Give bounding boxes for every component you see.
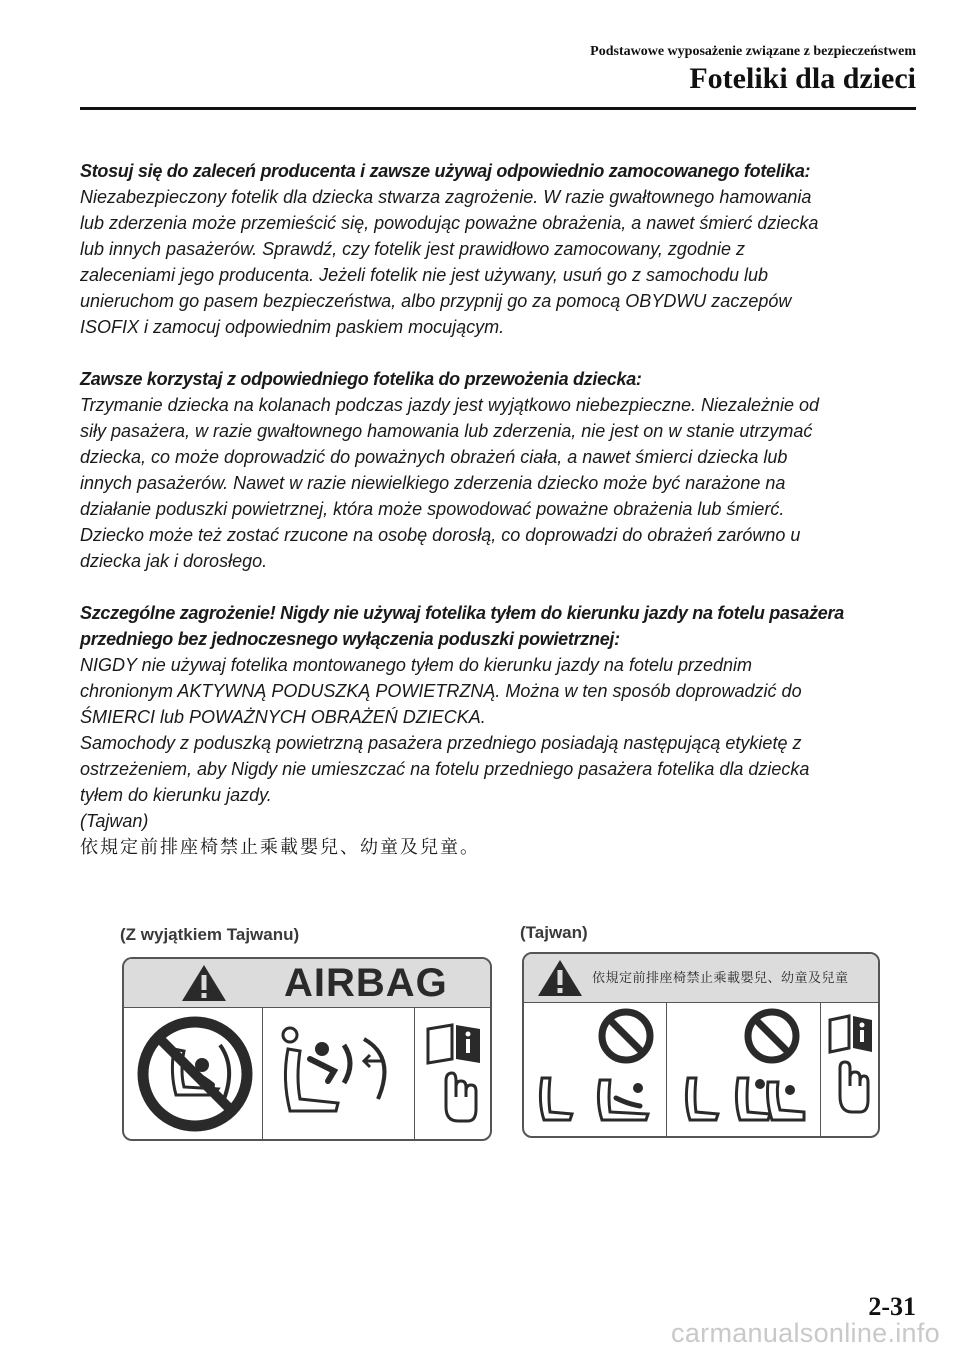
page-title: Foteliki dla dzieci (689, 62, 916, 95)
airbag-deployment-icon (274, 1019, 404, 1129)
section-1 (80, 158, 920, 340)
airbag-word: AIRBAG (284, 961, 448, 1005)
header-rule (80, 107, 916, 110)
warning-triangle-icon (536, 958, 584, 998)
section-1-line: lub zderzenia może przemieścić się, powodując poważne obrażenia, a nawet śmierć dziecka (80, 213, 819, 233)
no-rear-facing-seat-icon (530, 1008, 664, 1132)
watermark: carmanualsonline.info (671, 1318, 940, 1348)
section-2-line: innych pasażerów. Nawet w razie niewielkiego zderzenia dziecko może być narażone na (80, 473, 786, 493)
section-2-line: siły pasażera, w razie gwałtownego hamowania lub zderzenia, nie jest on w stanie utrzymać (80, 421, 813, 441)
section-3-taiwan-text: 依規定前排座椅禁止乘載嬰兒、幼童及兒童。 (80, 837, 480, 857)
section-3-line: tyłem do kierunku jazdy. (80, 785, 272, 805)
taiwan-warning-label (522, 952, 880, 1138)
section-1-heading: Stosuj się do zaleceń producenta i zawsze używaj odpowiednio zamocowanego fotelika: (80, 161, 811, 181)
section-2-line: dziecka, co może doprowadzić do poważnych obrażeń ciała, a nawet śmierci dziecka lub (80, 447, 788, 467)
section-3-heading: przedniego bez jednoczesnego wyłączenia poduszki powietrznej: (80, 629, 620, 649)
label-divider (262, 1007, 263, 1139)
airbag-label-header (124, 959, 490, 1008)
label-divider (414, 1007, 415, 1139)
section-1-line: ISOFIX i zamocuj odpowiednim paskiem mocującym. (80, 317, 505, 337)
section-2 (80, 366, 920, 574)
page-number: 2-31 (868, 1292, 916, 1321)
section-3-line: Samochody z poduszką powietrzną pasażera przedniego posiadają następującą etykietę z (80, 733, 802, 753)
taiwan-label-header (524, 954, 878, 1003)
section-2-line: działanie poduszki powietrznej, która może spowodować poważne obrażenia lub śmierć. (80, 499, 785, 519)
body-text (80, 158, 920, 886)
figure-caption-right: (Tajwan) (520, 923, 588, 942)
section-1-line: unieruchom go pasem bezpieczeństwa, albo przypnij go za pomocą OBYDWU zaczepów (80, 291, 792, 311)
no-child-in-front-seat-icon (676, 1008, 816, 1132)
section-2-heading: Zawsze korzystaj z odpowiedniego fotelika do przewożenia dziecka: (80, 369, 642, 389)
manual-book-icon (828, 1012, 874, 1124)
section-2-line: Dziecko może też zostać rzucone na osobę dorosłą, co doprowadzi do obrażeń zarówno u (80, 525, 801, 545)
section-3-line: (Tajwan) (80, 811, 149, 831)
section-1-line: lub innych pasażerów. Sprawdź, czy fotelik jest prawidłowo zamocowany, zgodnie z (80, 239, 745, 259)
manual-book-icon (424, 1021, 484, 1129)
section-2-line: dziecka jak i dorosłego. (80, 551, 268, 571)
figure-caption-left: (Z wyjątkiem Tajwanu) (120, 925, 300, 944)
warning-triangle-icon (180, 963, 228, 1003)
section-3-line: chronionym AKTYWNĄ PODUSZKĄ POWIETRZNĄ. Można w ten sposób doprowadzić do (80, 681, 802, 701)
section-1-line: zaleceniami jego producenta. Jeżeli fotelik nie jest używany, usuń go z samochodu lub (80, 265, 769, 285)
taiwan-label-text: 依規定前排座椅禁止乘載嬰兒、幼童及兒童 (592, 971, 849, 986)
section-3 (80, 600, 920, 860)
section-3-line: NIGDY nie używaj fotelika montowanego tyłem do kierunku jazdy na fotelu przednim (80, 655, 753, 675)
section-3-line: ostrzeżeniem, aby Nigdy nie umieszczać na fotelu przedniego pasażera fotelika dla dziecka (80, 759, 810, 779)
label-divider (820, 1002, 821, 1136)
section-3-heading: Szczególne zagrożenie! Nigdy nie używaj fotelika tyłem do kierunku jazdy na fotelu pasażera (80, 603, 844, 623)
section-subtitle: Podstawowe wyposażenie związane z bezpieczeństwem (590, 44, 916, 59)
label-divider (666, 1002, 667, 1136)
section-1-line: Niezabezpieczony fotelik dla dziecka stwarza zagrożenie. W razie gwałtownego hamowania (80, 187, 812, 207)
no-rear-facing-seat-icon (136, 1015, 254, 1133)
airbag-warning-label (122, 957, 492, 1141)
section-3-line: ŚMIERCI lub POWAŻNYCH OBRAŻEŃ DZIECKA. (80, 707, 486, 727)
section-2-line: Trzymanie dziecka na kolanach podczas jazdy jest wyjątkowo niebezpieczne. Niezależnie od (80, 395, 820, 415)
